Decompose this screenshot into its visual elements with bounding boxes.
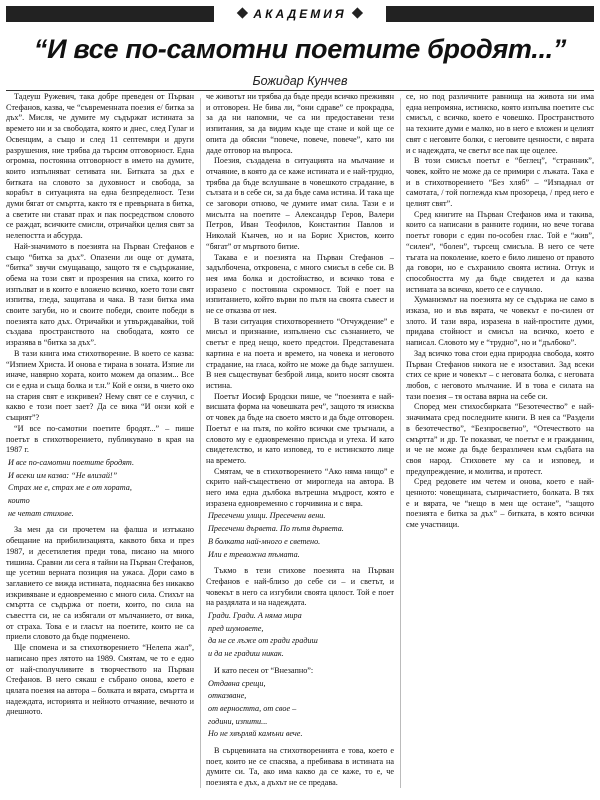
verse-line: И все по-самотни поетите бродят.	[8, 457, 134, 467]
paragraph: Тъкмо в тези стихове поезията на Първан Стефанов е най-близо до себе си – и светът, и човекът в него са изгубили своята цялост. Той е поет на раздялата и на надеждата.	[206, 566, 394, 608]
article-column-1	[6, 92, 194, 792]
paragraph: Ще спомена и за стихотворението “Нелепа жал”, написано през лятото на 1989. Смятам, че то е едно от най-сполучливите в творчеството на Първан Стефанов. В него сякаш е събрано онова, което е цялата поезия на автора – болката и вярата, смъртта и надеждата, историята и нейното отчаяние, вечното и днешното.	[6, 643, 194, 717]
paragraph: Тадеуш Ружевич, така добре преведен от Първан Стефанов, казва, че “съвременната поезия е/ битка за дъх”. Мисля, че думите му съдържат истината за времето ни и за свободата, която и днес, след Гулаг и Освенцим, а също и след 11 септември и други разрушения, ние трябва да търсим отговорност. Една огромна, постоянна отговорност в името на думите, които изпълняват сетивата ни. Битката за дъх е битката на словото за духовност и свобода, за корабът в ситуацията на една безпределност. Тези думи бягат от смъртта, както тя е превърната в битка, а светите ни стават прах и пак посредством словото се раждат, всичките смисли, отричайки целия свят за нелепостта и абсурда.	[6, 92, 194, 241]
paragraph: се, но под различните равнища на живота ни има една непромяна, истинско, която изпълва поетите със смисъл, с всичко, което е човешко. Пространството на техните думи е малко, но в него е вложен и целият свят с неговите болки, с неговите ценности, с вярата и с надеждата, че светът все пак ще оцелее.	[406, 92, 594, 155]
header-rule	[6, 90, 594, 91]
paragraph: “И все по-самотни поетите бродят...” – пише поетът в стихотворението, публикувано в края на 1987 г.	[6, 423, 194, 455]
paragraph: Сред книгите на Първан Стефанов има и такива, които са написани в ранните години, но вече тогава поетът говори с един по-особен глас. Той е “жив”, “силен”, “болен”, търсещ смисъла. В него се чете тъгата на поколение, което е било лишено от правото да говори, но е съхранило своята истина. Оттук и способността му да бъде свидетел и да казва истината за всичко, което се е случило.	[406, 209, 594, 294]
verse-line: Гради. Гради. А няма мира	[208, 611, 302, 621]
verse-line: Страх ме е, страх ме е от хората,	[8, 483, 132, 493]
paragraph: В тази ситуация стихотворението “Отчуждение” е мисъл и признание, изпълнено със съзнанието, че светът е пред нещо, което предстои. Представената картина е на поета и времето, на човека и неговото страдание, на гласа, който не може да бъде заглушен. В нея съществуват безброй лица, които носят своята истина.	[206, 316, 394, 390]
verse-line: И всеки им казва: “Не влизай!”	[8, 470, 118, 480]
paragraph: че животът ни трябва да бъде преди всичко преживян и отговорен. Не бива ли, “они сдраве” се прокрадва, за да ни напомни, че са ни предоставени тези изпитания, за да видим къде ще стане и кой ще се опита да обясни “повече, повече, повече”, като ни даде отговор на въпроса.	[206, 92, 394, 155]
paragraph: В този смисъл поетът е “беглец”, “странник”, човек, който не може да се примири с лъжата. Така е и в стихотворението “Без хляб” – “Изпаднал от самотата, / той поглежда към прозореца, / пред него е целият свят”.	[406, 156, 594, 209]
column-separator	[200, 98, 201, 788]
paragraph: Смятам, че в стихотворението “Ако няма нищо” е скрито най-съществено от мирогледа на автора. В него има една дълбока вътрешна мъдрост, която е изразена едновременно с горчивина и с вяра.	[206, 466, 394, 508]
verse-line: от верността, от свое –	[208, 703, 297, 713]
verse-line: да не се лъже от гради градиш	[208, 636, 318, 646]
verse-line: Отдавна срещи,	[208, 678, 266, 688]
verse-line: и да не градиш никак.	[208, 649, 284, 659]
paragraph: Поетът Иосиф Бродски пише, че “поезията е най-висшата форма на човешката реч”, защото тя изисква от човек да бъде на своето място и да бъде отговорен. Поетът е на пътя, по който всички сме тръгнали, а словото му е едновременно присъда и утеха. И като свидетелство, и като изповед, то е истинското лице на времето.	[206, 391, 394, 465]
article-column-2	[206, 92, 394, 792]
paragraph: Според мен стихосбирката “Безотечество” е най-значимата сред последните книги. В нея са “Раздели в безотечество”, “Безпросветно”, “Отечеството на смъртта” и др. Те показват, че поетът е и гражданин, и че не може да бъде безразличен към съдбата на своя народ. Стиховете му са и изповед, и предупреждение, и молитва, и протест.	[406, 402, 594, 476]
paragraph: Най-значимото в поезията на Първан Стефанов е също “битка за дъх”. Опазени ли още от думата, “битка” звучи смущаващо, защото тя е съдържание, обема на този свят и прозрения на стиха, които го изпълват и в които е вложено всичко, което този свят изпитва, гледа, защитава и чака. В тази битка има своите загуби, но и своите победи, своите победи в поезията като дъх. Отричайки и утвърждавайки, той създава пространството на свободата, която се изразява в “битка за дъх”.	[6, 241, 194, 348]
verse-line: Пресечени улици. Пресечени вени.	[208, 511, 326, 521]
paragraph: И като песен от “Внезапно”:	[214, 665, 314, 675]
column-separator	[400, 98, 401, 788]
verse-line: Или е тревожна тъмата.	[208, 549, 300, 559]
paragraph: Такава е и поезията на Първан Стефанов – задълбочена, откровена, с много смисъл в себе си. В нея има болка и достойнство, и всичко това е изразено с постоянна скромност. Той е поет на изпитанието, който върви по пътя на своята съвест и не се отказва от нея.	[206, 252, 394, 316]
paragraph: В сърцевината на стихотворенията е това, което е поет, които не се спасява, а пребивава в истината на думите си. Та, ако има какво да се каже, то е, че поезията е дъх, а дъхът не се предава.	[206, 746, 394, 788]
paragraph: За мен да си прочетем на фалша и изтъкано обещание на прибилизацията, каквото бяха и през 1987, и десетилетия преди това, писано на много тишина. Сравни ли сега я тайни на Първан Стефанов, ще усетиш верната позиция на ужаса. Дори само в заглавието се вижда истината, поднасяна без никакво изкривяване и едновременно с много сила. Стихът на смъртта се съдържа от поети, които, по сила на съвестта си, не са избягали от мълчанието, от вика, от страха. Това е и гласът на поетите, които не са приели словото да бъде подменено.	[6, 525, 194, 642]
verse-line: отказване,	[208, 691, 247, 701]
article-title: “И все по-самотни поетите бродят...”	[33, 34, 567, 64]
article-author: Божидар Кунчев	[252, 74, 348, 88]
section-header-bar	[0, 6, 600, 22]
paragraph: Сред редовете им четем и онова, което е най-ценното: човещината, съпричастието, болката. В тях е и вярата, че “нещо в мен ще остане”, “защото поезията е битка за дъх” – битката, в която всички сме участници.	[406, 477, 594, 530]
verse-line: години, изпити...	[208, 716, 268, 726]
paragraph: Хуманизмът на поезията му се съдържа не само в изказа, но и във вярата, че човекът е по-силен от злото. И тази вяра, изразена в най-простите думи, придава стойност и смисъл на всичко, което е написал. Словото му е “трудно”, но и “дълбоко”.	[406, 295, 594, 348]
verse-line: Но не хвърляй камъни вече.	[208, 729, 303, 739]
verse-line: които	[8, 496, 30, 506]
paragraph: Поезия, създадена в ситуацията на мълчание и отчаяние, в която да се каже истината и е най-трудно, трябва да бъде вслушване в човешкото страдание, в сълзата и в себе си, за да бъде сама истина. И така ще се заговори отново, че думите имат сила. Тази е и мисълта на поетите – Александър Геров, Валери Петров, Иван Теофилов, Константин Павлов и Николай Кънчев, но и на Борис Христов, които “бягат” от мъртвото битие.	[206, 156, 394, 251]
verse-line: не четат стихове.	[8, 508, 74, 518]
verse-line: пред шумовете,	[208, 623, 264, 633]
paragraph: В тази книга има стихотворение. В което се казва: “Изпием Христа. И онова е тирана в зоната. Изпие ли иначе, навярно хората, които можем да опазим... Все си е една и съща болка и т.н.” Кой е онзи, в чието око на стария свят е изкривен? Нему свят се е случил, с какво е този поет зает? Да се вика “И онзи кой е същият”?	[6, 348, 194, 423]
article-column-3	[406, 92, 594, 792]
paragraph: Зад всичко това стои една природна свобода, която Първан Стефанов никога не е изоставил. Зад всеки стих се крие и човекът – с неговата болка, с неговата любов, с неговото мълчание. И в това е силата на тази поезия – тя остава вярна на себе си.	[406, 348, 594, 401]
verse-line: Пресечени дървета. По пътя дървета.	[208, 524, 344, 534]
verse-line: В болката най-много е светено.	[208, 536, 321, 546]
section-label: АКАДЕМИЯ	[221, 6, 378, 22]
